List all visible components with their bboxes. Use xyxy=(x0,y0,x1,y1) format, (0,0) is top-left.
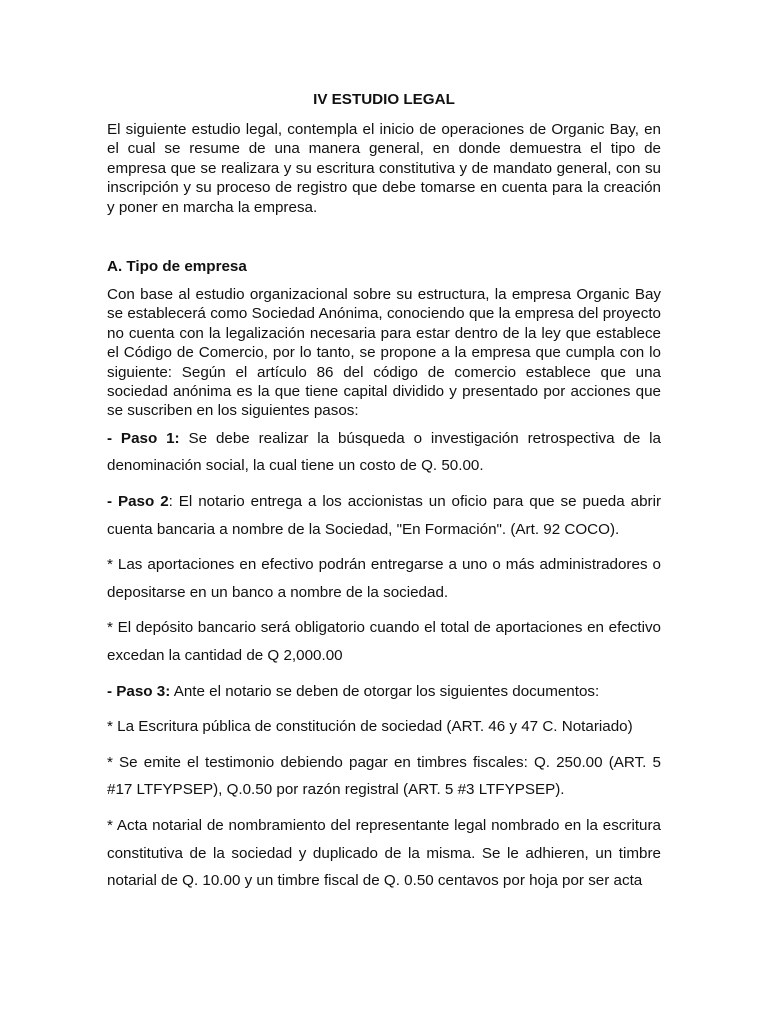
escritura-item: * La Escritura pública de constitución de sociedad (ART. 46 y 47 C. Notariado) xyxy=(107,718,633,736)
paso-1-text: Se debe realizar la búsqueda o investigación retrospectiva de la denominación social, la cual tiene un costo de Q. 50.00. xyxy=(107,429,661,475)
section-a-heading: A. Tipo de empresa xyxy=(107,258,247,276)
paso-3-label: - Paso 3: xyxy=(107,682,171,700)
page-title: IV ESTUDIO LEGAL xyxy=(313,91,455,108)
paso-1-label: - Paso 1: xyxy=(107,429,180,447)
aportaciones-note: * Las aportaciones en efectivo podrán entregarse a uno o más administradores o depositarse en un banco a nombre de la sociedad. xyxy=(107,556,661,601)
page-content xyxy=(107,90,661,895)
paso-2-text: : El notario entrega a los accionistas un oficio para que se pueda abrir cuenta bancaria a nombre de la Sociedad, "En Formación". (Art. 92 COCO). xyxy=(107,493,661,538)
deposito-note: * El depósito bancario será obligatorio cuando el total de aportaciones en efectivo excedan la cantidad de Q 2,000.00 xyxy=(107,619,661,665)
paso-1-paragraph xyxy=(107,425,661,480)
paso-3-paragraph xyxy=(107,678,661,706)
paso-2-paragraph xyxy=(107,488,661,543)
paso-3-text: Ante el notario se deben de otorgar los siguientes documentos: xyxy=(170,682,600,700)
acta-item: * Acta notarial de nombramiento del representante legal nombrado en la escritura constitutiva de la sociedad y duplicado de la misma. Se le adhieren, un timbre notarial de Q. 10.00 y un timbre fiscal de Q. 0.50 centavos por hoja por ser acta xyxy=(107,817,661,890)
testimonio-item: * Se emite el testimonio debiendo pagar en timbres fiscales: Q. 250.00 (ART. 5 #17 LTFYPSEP), Q.0.50 por razón registral (ART. 5 #3 LTFYPSEP). xyxy=(107,753,661,799)
intro-paragraph: El siguiente estudio legal, contempla el inicio de operaciones de Organic Bay, en el cual se resume de una manera general, en donde demuestra el tipo de empresa que se realizara y su escritura constitutiva y de mandato general, con su inscripción y su proceso de registro que debe tomarse en cuenta para la creación y poner en marcha la empresa. xyxy=(107,121,661,216)
paso-2-label: - Paso 2 xyxy=(107,493,169,511)
section-a-paragraph: Con base al estudio organizacional sobre su estructura, la empresa Organic Bay se establecerá como Sociedad Anónima, conociendo que la empresa del proyecto no cuenta con la legalización necesaria para estar dentro de la ley que establece el Código de Comercio, por lo tanto, se propone a la empresa que cumpla con lo siguiente: Según el artículo 86 del código de comercio establece que una sociedad anónima es la que tiene capital dividido y presentado por acciones que se suscriben en los siguientes pasos: xyxy=(107,286,661,420)
